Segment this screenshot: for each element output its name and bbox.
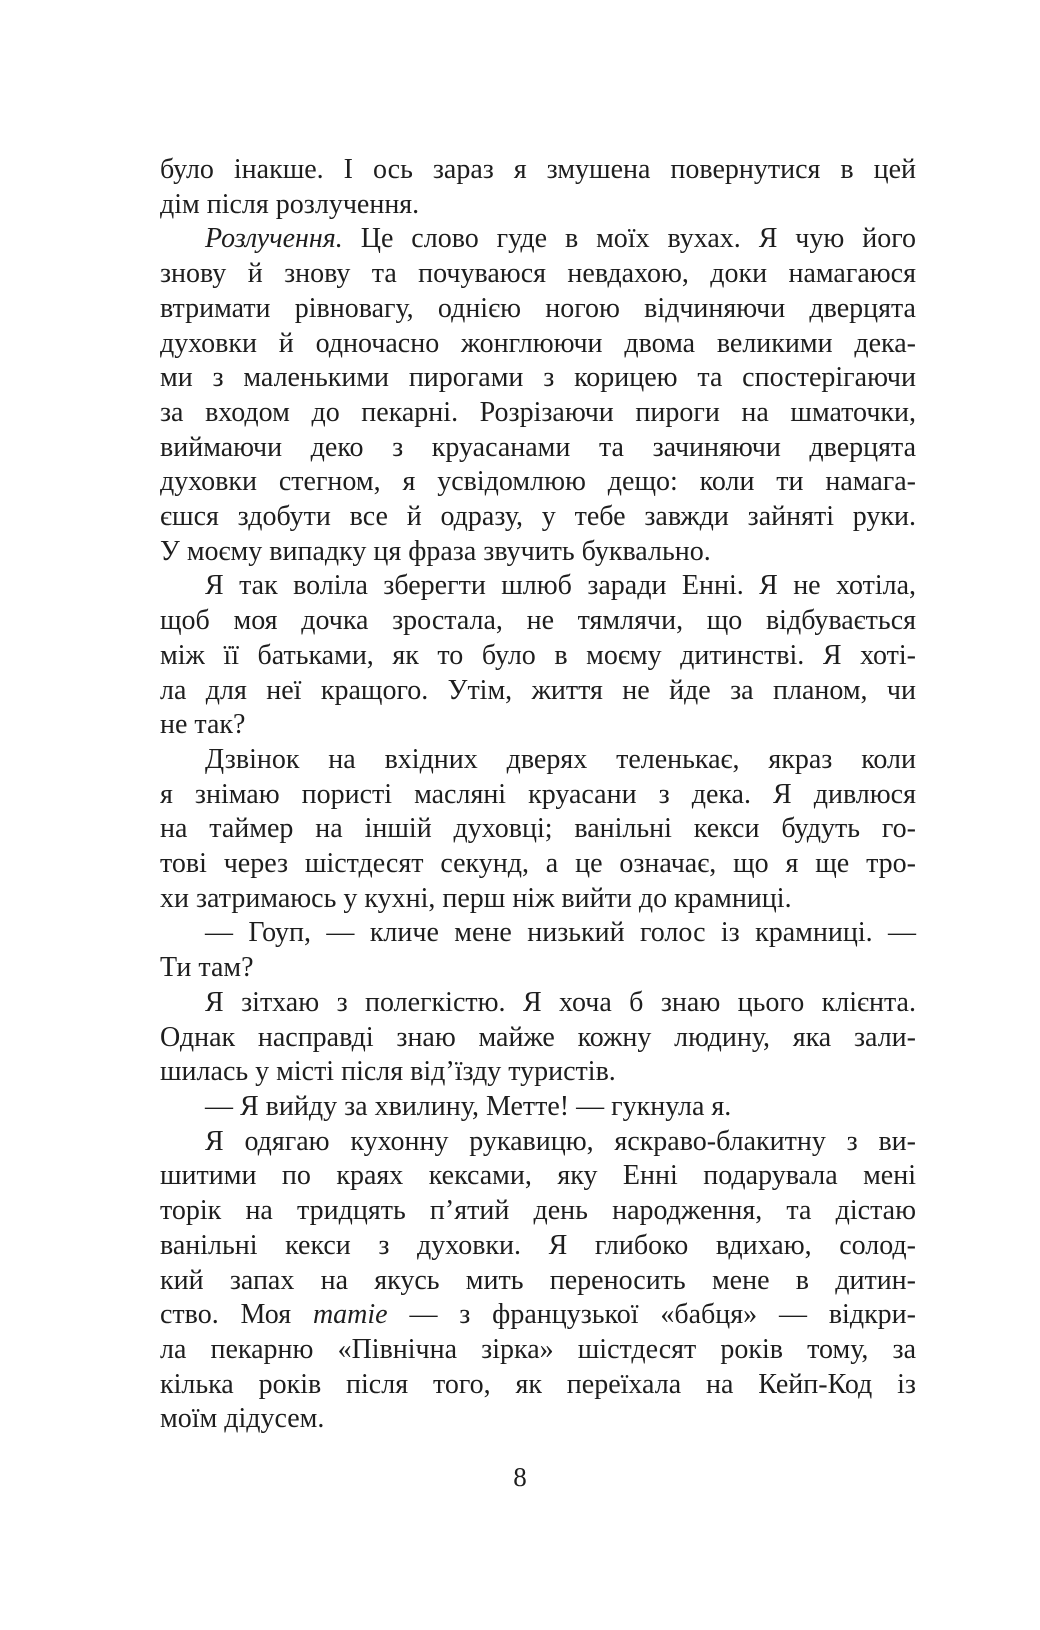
text-segment: моїм дідусем. [160,1403,325,1435]
text-line [160,396,916,431]
text-line [160,1298,916,1333]
text-segment: хи затримаюсь у кухні, перш ніж вийти до крамниці. [160,882,792,914]
text-line [160,1229,916,1264]
text-segment: — Гоуп, — кличе мене низький голос із крамниці. — [205,917,916,949]
text-segment: було інакше. І ось зараз я змушена повернутися в цей [160,154,916,185]
text-line [160,1125,916,1160]
text-segment: духовки стегном, я усвідомлюю дещо: коли ти намага- [160,466,916,498]
text-segment: за входом до пекарні. Розрізаючи пироги на шматочки, [160,396,916,428]
text-line [160,535,916,570]
text-line [160,188,916,223]
text-segment: на таймер на іншій духовці; ванільні кекси будуть го- [160,813,916,845]
text-line [160,1021,916,1056]
text-line [160,847,916,882]
text-line [160,778,916,813]
text-line [160,465,916,500]
text-line [160,153,916,188]
text-line [160,882,916,917]
text-segment: кілька років після того, як переїхала на Кейп-Код із [160,1368,916,1400]
text-line [160,1333,916,1368]
text-segment: не так? [160,709,246,741]
text-segment: Я так воліла зберегти шлюб заради Енні. Я не хотіла, [205,570,916,602]
text-segment: втримати рівновагу, однією ногою відчиняючи дверцята [160,292,916,324]
text-segment: ла пекарню «Північна зірка» шістдесят років тому, за [160,1333,916,1365]
text-segment: виймаючи деко з круасанами та зачиняючи дверцята [160,431,916,463]
text-line [160,257,916,292]
text-segment: я знімаю пористі масляні круасани з дека. Я дивлюся [160,778,916,810]
text-line [160,1368,916,1403]
text-segment: між її батьками, як то було в моєму дитинстві. Я хоті- [160,639,916,671]
text-line [160,431,916,466]
text-segment: єшся здобути все й одразу, у тебе завжди зайняті руки. [160,501,916,533]
text-line [160,951,916,986]
text-line [160,222,916,257]
text-segment: ла для неї кращого. Утім, життя не йде за планом, чи [160,674,916,706]
text-line [160,986,916,1021]
text-segment: ми з маленькими пирогами з корицею та спостерігаючи [160,362,916,394]
text-line [160,674,916,709]
text-segment: тові через шістдесят секунд, а це означає, що я ще тро- [160,848,916,880]
text-segment: Дзвінок на вхідних дверях теленькає, якраз коли [205,743,916,775]
text-line [160,812,916,847]
text-block [160,153,916,1437]
text-segment: — з французької «бабця» — відкри- [387,1299,916,1331]
text-segment: Я одягаю кухонну рукавицю, яскраво-блакитну з ви- [205,1125,916,1157]
text-line [160,1055,916,1090]
text-segment: ванільні кекси з духовки. Я глибоко вдихаю, солод- [160,1229,916,1261]
text-segment: торік на тридцять п’ятий день народження, та дістаю [160,1195,916,1227]
text-segment: Це слово гуде в моїх вухах. Я чую його [342,223,916,255]
text-line [160,361,916,396]
text-segment: шилась у місті після від’їзду туристів. [160,1056,616,1088]
text-segment: шитими по краях кексами, яку Енні подарувала мені [160,1160,916,1192]
text-segment: Я зітхаю з полегкістю. Я хоча б знаю цього клієнта. [205,986,916,1018]
page-number: 8 [513,1462,527,1492]
text-line [160,1090,916,1125]
text-line [160,708,916,743]
text-line [160,1159,916,1194]
text-line [160,1194,916,1229]
italic-text-segment: mamie [312,1299,388,1331]
text-line [160,500,916,535]
text-segment: кий запах на якусь мить переносить мене в дитин- [160,1264,916,1296]
text-segment: дім після розлучення. [160,188,420,220]
text-segment: ство. Моя [160,1299,313,1331]
text-segment: щоб моя дочка зростала, не тямлячи, що відбувається [160,605,916,637]
text-line [160,569,916,604]
text-segment: У моєму випадку ця фраза звучить буквально. [160,535,711,567]
text-line [160,639,916,674]
text-segment: Однак насправді знаю майже кожну людину, яка зали- [160,1021,916,1053]
text-segment: духовки й одночасно жонглюючи двома великими дека- [160,327,916,359]
italic-text-segment: Розлучення. [205,223,343,255]
text-segment: знову й знову та почуваюся невдахою, доки намагаюся [160,258,916,290]
text-line [160,916,916,951]
text-line [160,1402,916,1437]
text-segment: — Я вийду за хвилину, Метте! — гукнула я. [205,1090,732,1122]
text-line [160,743,916,778]
text-segment: Ти там? [160,952,254,984]
text-line [160,292,916,327]
text-line [160,604,916,639]
text-line [160,1264,916,1299]
text-line [160,327,916,362]
